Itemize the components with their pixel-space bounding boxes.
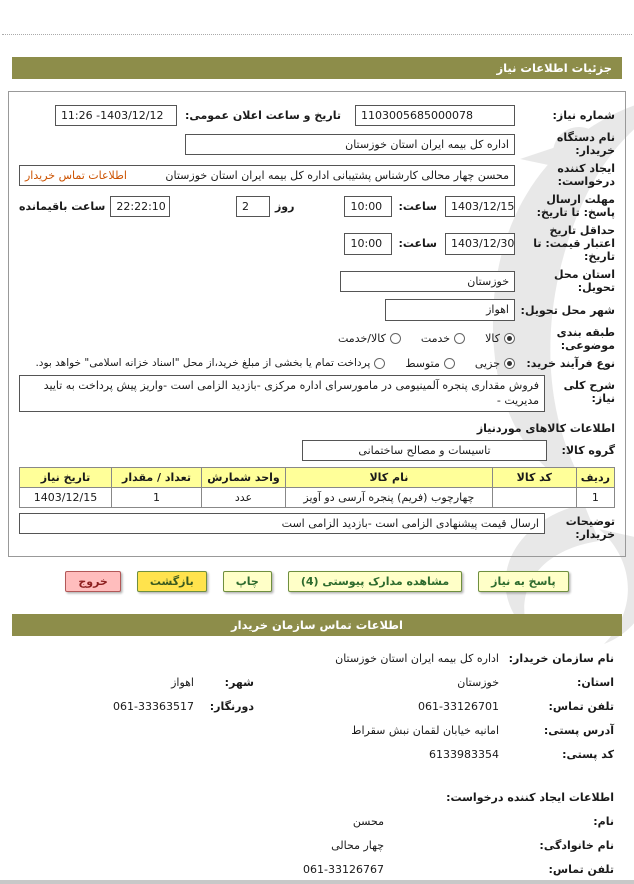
- description-label: شرح کلی نیاز:: [563, 378, 615, 405]
- province-city-row: [20, 676, 614, 689]
- delivery-province-label: استان محل تحویل:: [554, 268, 615, 295]
- address-row: [20, 724, 614, 737]
- action-buttons: [0, 571, 634, 592]
- col-item-name: نام کالا: [286, 467, 493, 487]
- goods-section-title: اطلاعات کالاهای موردنیاز: [476, 421, 615, 435]
- goods-group-field: تاسیسات و مصالح ساختمانی: [302, 440, 547, 461]
- process-minor-radio[interactable]: [504, 358, 515, 369]
- contact-address-value: امانیه خیابان لقمان نبش سقراط: [351, 723, 499, 737]
- creator-phone-row: [20, 863, 614, 876]
- remaining-label: ساعت باقیمانده: [19, 199, 106, 213]
- delivery-city-label: شهر محل تحویل:: [520, 303, 615, 317]
- col-row-number: ردیف: [576, 467, 614, 487]
- description-row: [19, 375, 615, 412]
- days-label: روز: [274, 199, 295, 213]
- org-name-row: [20, 652, 614, 665]
- cell-item-name: چهارچوب (فریم) پنجره آرسی دو آویز: [286, 487, 493, 507]
- process-type-row: [19, 357, 615, 370]
- category-goods-service-label: کالا/خدمت: [338, 332, 386, 346]
- creator-section-title: اطلاعات ایجاد کننده درخواست:: [446, 790, 614, 804]
- process-option-treasury: [35, 357, 385, 369]
- col-need-date: تاریخ نیاز: [20, 467, 112, 487]
- buyer-contact-section: [20, 652, 614, 761]
- goods-table-header-row: [20, 467, 615, 487]
- category-row: [19, 326, 615, 352]
- process-type-label: نوع فرآیند خرید:: [526, 356, 615, 370]
- contact-fax-label: دورنگار:: [209, 699, 254, 713]
- contact-postal-value: 6133983354: [429, 747, 499, 761]
- buyer-org-label: نام دستگاه خریدار:: [556, 131, 615, 158]
- contact-province-value: خوزستان: [457, 675, 499, 689]
- print-button[interactable]: چاپ: [223, 571, 272, 592]
- contact-fax-value: 061-33363517: [113, 699, 194, 713]
- postal-row: [20, 748, 614, 761]
- creator-first-name-label: نام:: [593, 814, 614, 828]
- category-option-service: [421, 332, 465, 345]
- goods-group-row: [19, 440, 615, 461]
- contact-section-header: [12, 614, 622, 636]
- creator-first-name-row: [20, 815, 614, 828]
- price-validity-row: [19, 224, 615, 263]
- org-name-label: نام سازمان خریدار:: [508, 651, 614, 665]
- category-option-goods-service: [338, 332, 401, 345]
- col-quantity: تعداد / مقدار: [112, 467, 202, 487]
- top-separator: [2, 34, 632, 35]
- process-option-medium: [405, 357, 455, 370]
- requester-field: [19, 165, 515, 186]
- category-goods-label: کالا: [485, 332, 500, 346]
- price-validity-hour-label: ساعت:: [398, 237, 437, 251]
- goods-table: [19, 467, 615, 508]
- description-field: فروش مقداری پنجره آلمینیومی در مامورسرای اداره مرکزی -بازدید الزامی است -واریز پیش پرداخت به تایید مدیریت -: [19, 375, 545, 412]
- requester-value: محسن چهار محالی کارشناس پشتیبانی اداره کل بیمه ایران استان خوزستان: [165, 168, 509, 182]
- cell-quantity: 1: [112, 487, 202, 507]
- process-option-minor: [475, 357, 515, 370]
- buyer-notes-label: توضیحات خریدار:: [565, 514, 615, 541]
- contact-address-label: آدرس پستی:: [543, 723, 614, 737]
- contact-phone-label: تلفن تماس:: [548, 699, 614, 713]
- category-goods-radio[interactable]: [504, 333, 515, 344]
- announce-field: 11:26 -1403/12/12: [55, 105, 177, 126]
- need-number-row: [19, 105, 615, 126]
- process-medium-radio[interactable]: [444, 358, 455, 369]
- creator-first-name-value: محسن: [352, 814, 384, 828]
- buyer-org-row: [19, 131, 615, 157]
- buyer-notes-field: ارسال قیمت پیشنهادی الزامی است -بازدید الزامی است: [19, 513, 545, 534]
- delivery-city-field: اهواز: [385, 299, 515, 320]
- remaining-time-field: 22:22:10: [110, 196, 170, 217]
- need-number-field: 1103005685000078: [355, 105, 515, 126]
- details-section-header: [12, 57, 622, 79]
- deadline-hour-label: ساعت:: [398, 199, 437, 213]
- creator-section: [20, 815, 614, 876]
- cell-item-code: [492, 487, 576, 507]
- process-medium-label: متوسط: [405, 356, 440, 370]
- contact-city-label: شهر:: [224, 675, 254, 689]
- buyer-notes-row: [19, 513, 615, 541]
- category-option-goods: [485, 332, 515, 345]
- buyer-contact-link[interactable]: اطلاعات تماس خریدار: [25, 168, 127, 182]
- process-treasury-label: پرداخت تمام یا بخشی از مبلغ خرید،از محل "اسناد خزانه اسلامی" خواهد بود.: [35, 357, 371, 370]
- goods-group-label: گروه کالا:: [561, 443, 615, 457]
- requester-label: ایجاد کننده درخواست:: [557, 162, 615, 189]
- category-label: طبقه بندی موضوعی:: [556, 325, 615, 352]
- page: [0, 34, 634, 884]
- table-row: [20, 487, 615, 507]
- details-section-title: جزئیات اطلاعات نیاز: [496, 61, 612, 75]
- need-number-label: شماره نیاز:: [552, 109, 615, 123]
- creator-last-name-label: نام خانوادگی:: [539, 838, 614, 852]
- phone-fax-row: [20, 700, 614, 713]
- delivery-province-field: خوزستان: [340, 271, 515, 292]
- exit-button[interactable]: خروج: [65, 571, 121, 592]
- need-details-panel: [8, 91, 626, 557]
- deadline-row: [19, 193, 615, 219]
- attachments-button[interactable]: مشاهده مدارک پیوستی (4): [288, 571, 462, 592]
- contact-phone-value: 061-33126701: [418, 699, 499, 713]
- price-validity-time-field: 10:00: [344, 233, 392, 254]
- org-name-value: اداره کل بیمه ایران استان خوزستان: [335, 651, 499, 665]
- days-field: 2: [236, 196, 270, 217]
- respond-button[interactable]: پاسخ به نیاز: [478, 571, 569, 592]
- cell-need-date: 1403/12/15: [20, 487, 112, 507]
- cell-row-number: 1: [576, 487, 614, 507]
- deadline-time-field: 10:00: [344, 196, 392, 217]
- contact-postal-label: کد پستی:: [562, 747, 614, 761]
- price-validity-label: حداقل تاریخ اعتبار قیمت: تا تاریخ:: [533, 224, 615, 264]
- delivery-province-row: [19, 268, 615, 294]
- contact-section-title: اطلاعات تماس سازمان خریدار: [231, 617, 403, 632]
- category-service-label: خدمت: [420, 332, 451, 346]
- process-treasury-radio[interactable]: [374, 358, 385, 369]
- bottom-edge: [0, 880, 634, 884]
- col-unit: واحد شمارش: [202, 467, 286, 487]
- creator-last-name-value: چهار محالی: [331, 838, 384, 852]
- contact-city-value: اهواز: [171, 675, 194, 689]
- contact-province-label: استان:: [577, 675, 614, 689]
- buyer-org-field: اداره کل بیمه ایران استان خوزستان: [185, 134, 515, 155]
- col-item-code: کد کالا: [492, 467, 576, 487]
- price-validity-date-field: 1403/12/30: [445, 233, 515, 254]
- announce-label: تاریخ و ساعت اعلان عمومی:: [184, 109, 341, 123]
- cell-unit: عدد: [202, 487, 286, 507]
- process-minor-label: جزیی: [474, 356, 500, 370]
- category-service-radio[interactable]: [454, 333, 465, 344]
- back-button[interactable]: بازگشت: [137, 571, 207, 592]
- category-goods-service-radio[interactable]: [390, 333, 401, 344]
- creator-last-name-row: [20, 839, 614, 852]
- creator-phone-value: 061-33126767: [303, 862, 384, 876]
- deadline-label: مهلت ارسال پاسخ: تا تاریخ:: [536, 193, 615, 220]
- delivery-city-row: [19, 299, 615, 320]
- deadline-date-field: 1403/12/15: [445, 196, 515, 217]
- requester-row: [19, 162, 615, 188]
- creator-phone-label: تلفن تماس:: [548, 862, 614, 876]
